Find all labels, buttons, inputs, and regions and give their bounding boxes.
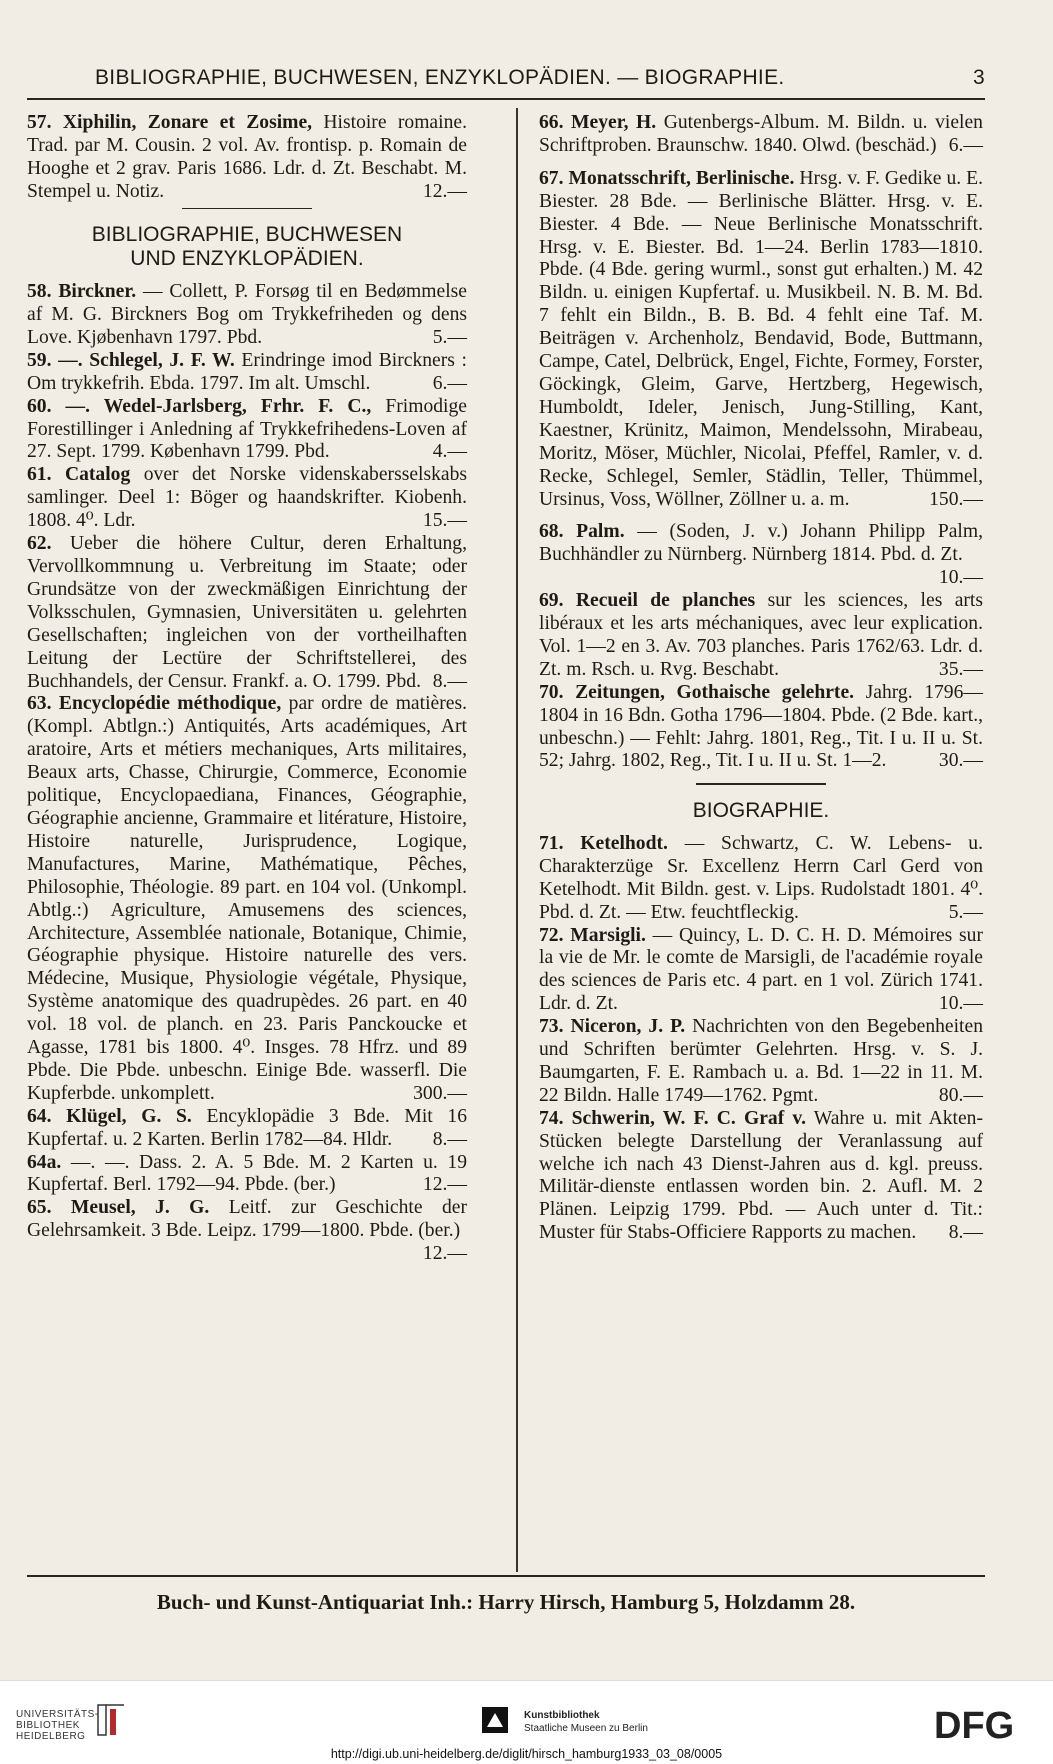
section-title-bibliographie: BIBLIOGRAPHIE, BUCHWESEN UND ENZYKLOPÄDIEN.: [91, 223, 403, 271]
section-rule: [696, 783, 826, 785]
right-column: [539, 112, 983, 1245]
catalog-entry: 59. —. Schlegel, J. F. W. Erindringe imod Birckners : Om trykkefrih. Ebda. 1797. Im alt. Umschl. 6.—: [27, 349, 467, 394]
header-title: BIBLIOGRAPHIE, BUCHWESEN, ENZYKLOPÄDIEN. — BIOGRAPHIE.: [95, 66, 785, 89]
catalog-entry: 60. —. Wedel-Jarlsberg, Frhr. F. C., Frimodige Forestillinger i Anledning af Trykkefrihedens-Loven af 27. Sept. 1799. København 1799. Pbd. 4.—: [27, 395, 467, 463]
catalog-entry: 62. Ueber die höhere Cultur, deren Erhaltung, Vervollkommnung u. Verbreitung im Staate; oder Grundsätze von der zweckmäßigen Einrichtung der Volksschulen, Gymnasien, Universitäten u. gelehrten Gesellschaften; ingleichen von der vortheilhaften Leitung der Lectüre der Schriftstellerei, des Buchhandels, der Censur. Frankf. a. O. 1799. Pbd. 8.—: [27, 533, 467, 692]
catalog-entry: 71. Ketelhodt. — Schwartz, C. W. Lebens- u. Charakterzüge Sr. Excellenz Herrn Carl Gerd von Ketelhodt. Mit Bildn. gest. v. Lips. Rudolstadt 1801. 4⁰. Pbd. d. Zt. — Etw. feuchtfleckig. 5.—: [539, 832, 983, 923]
catalog-entry: 67. Monatsschrift, Berlinische. Hrsg. v. F. Gedike u. E. Biester. 28 Bde. — Berlinische Blätter. Hrsg. v. E. Biester. 4 Bde. — Neue Berlinische Monatsschrift. Hrsg. v. E. Biester. Bd. 1—24. Berlin 1783—1810. Pbde. (4 Bde. gering wurml., sonst gut erhalten.) M. 42 Bildn. u. einigen Kupfertaf. u. Musikbeil. N. B. M. Bd. 7 fehlt ein Bildn., B. B. Bd. 4 fehlt eine Taf. M. Beiträgen v. Archenholz, Bendavid, Bode, Buttmann, Campe, Catel, Delbrück, Engel, Fichte, Formey, Forster, Göckingk, Gleim, Garve, Hertzberg, Hegewisch, Humboldt, Ideler, Jenisch, Jung-Stilling, Kant, Kaestner, Krünitz, Maimon, Mendelssohn, Mirabeau, Moritz, Möser, Müchler, Nicolai, Pfeffel, Ramler, v. d. Recke, Schlegel, Semler, Städlin, Teller, Thümmel, Ursinus, Voss, Wöllner, Zöllner u. a. m. 150.—: [539, 167, 983, 510]
page-header: [95, 66, 985, 90]
svg-text:DFG: DFG: [934, 1705, 1015, 1743]
catalog-entry: 65. Meusel, J. G. Leitf. zur Geschichte der Gelehrsamkeit. 3 Bde. Leipz. 1799—1800. Pbde. (ber.) 12.—: [27, 1197, 467, 1265]
catalog-entry: 74. Schwerin, W. F. C. Graf v. Wahre u. mit Akten-Stücken belegte Darstellung der Veranlassung auf welche ich nach 43 Dienst-Jahren aus d. kgl. preuss. Militär-dienste entlassen worden bin. 2. Aufl. M. 2 Plänen. Leipzig 1799. Pbd. — Auch unter d. Tit.: Muster für Stabs-Officiere Rapports zu machen. 8.—: [539, 1107, 984, 1244]
catalog-entry: 64. Klügel, G. S. Encyklopädie 3 Bde. Mit 16 Kupfertaf. u. 2 Karten. Berlin 1782—84. Hldr. 8.—: [27, 1105, 467, 1150]
source-url[interactable]: http://digi.ub.uni-heidelberg.de/diglit/hirsch_hamburg1933_03_08/0005: [330, 1747, 723, 1761]
ub-heidelberg-emblem-icon: [96, 1703, 126, 1737]
section-title-biographie: BIOGRAPHIE.: [692, 798, 830, 822]
dfg-logo[interactable]: [934, 1705, 1038, 1743]
catalog-entry: 69. Recueil de planches sur les sciences, les arts libéraux et les arts méchaniques, avec leur explication. Vol. 1—2 en 3. Av. 703 planches. Paris 1762/63. Ldr. d. Zt. m. Rsch. u. Rvg. Beschabt. 35.—: [539, 590, 983, 680]
catalog-entry: 63. Encyclopédie méthodique, par ordre de matières. (Kompl. Abtlgn.:) Antiquités, Arts académiques, Art aratoire, Arts et métiers mechaniques, Arts militaires, Beaux arts, Chasse, Chirurgie, Commerce, Economie politique, Encyclopaediana, Finances, Géographie, Géographie ancienne, Grammaire et litérature, Histoire, Histoire naturelle, Jurisprudence, Logique, Manufactures, Marine, Mathématique, Pêches, Philosophie, Théologie. 89 part. en 104 vol. (Unkompl. Abtlg.:) Agriculture, Amusemens des sciences, Architecture, Assemblée nationale, Botanique, Chimie, Géographie physique. Histoire naturelle des vers. Médecine, Musique, Physiologie végétale, Physique, Système anatomique des quadrupèdes. 26 part. en 40 vol. 18 vol. de planch. en 23. Paris Panckoucke et Agasse, 1781 bis 1800. 4⁰. Insges. 78 Hfrz. und 89 Pbde. Die Pbde. unbeschn. Einige Bde. wasserfl. Die Kupferbde. unkomplett. 300.—: [27, 693, 467, 1104]
kunstbibliothek-icon: [482, 1707, 508, 1733]
column-divider: [516, 108, 518, 1572]
catalog-entry: 58. Birckner. — Collett, P. Forsøg til en Bedømmelse af M. G. Birckners Bog om Trykkefriheden og dens Love. Kjøbenhavn 1797. Pbd. 5.—: [27, 281, 467, 348]
catalog-entry: 64a. —. —. Dass. 2. A. 5 Bde. M. 2 Karten u. 19 Kupfertaf. Berl. 1792—94. Pbde. (ber.) 12.—: [27, 1151, 467, 1196]
page-number: 3: [973, 66, 985, 89]
catalog-entry: 66. Meyer, H. Gutenbergs-Album. M. Bildn. u. vielen Schriftproben. Braunschw. 1840. Olwd. (beschäd.) 6.—: [539, 112, 983, 156]
catalog-entry: 61. Catalog over det Norske videnskabersselskabs samlinger. Deel 1: Böger og haandskrifter. Kiobenh. 1808. 4⁰. Ldr. 15.—: [27, 464, 467, 532]
catalog-entry: 72. Marsigli. — Quincy, L. D. C. H. D. Mémoires sur la vie de Mr. le comte de Marsigli, de l'académie royale des sciences de Paris etc. 4 part. en 1 vol. Zürich 1741. Ldr. d. Zt. 10.—: [539, 924, 983, 1015]
ub-heidelberg-logo[interactable]: UNIVERSITÄTS- BIBLIOTHEK HEIDELBERG: [16, 1709, 99, 1742]
catalog-entry: 70. Zeitungen, Gothaische gelehrte. Jahrg. 1796—1804 in 16 Bdn. Gotha 1796—1804. Pbde. (2 Bde. kart., unbeschn.) — Fehlt: Jahrg. 1801, Reg., Tit. I u. II u. St. 52; Jahrg. 1802, Reg., Tit. I u. II u. St. 1—2. 30.—: [539, 681, 983, 772]
left-column: [27, 112, 467, 1266]
footer-rule: [27, 1575, 985, 1577]
catalog-entry-57: 57. Xiphilin, Zonare et Zosime, Histoire romaine. Trad. par M. Cousin. 2 vol. Av. frontisp. p. Romain de Hooghe et 2 grav. Paris 1686. Ldr. d. Zt. Beschabt. M. Stempel u. Notiz. 12.—: [27, 112, 467, 202]
catalog-entry: 68. Palm. — (Soden, J. v.) Johann Philipp Palm, Buchhändler zu Nürnberg. Nürnberg 1814. Pbd. d. Zt. 10.—: [539, 521, 984, 589]
footer-imprint: Buch- und Kunst-Antiquariat Inh.: Harry Hirsch, Hamburg 5, Holzdamm 28.: [156, 1590, 856, 1614]
digitization-bar: [0, 1680, 1053, 1764]
header-rule: [27, 98, 985, 100]
kunstbibliothek-logo[interactable]: Kunstbibliothek Staatliche Museen zu Berlin: [524, 1710, 648, 1734]
section-rule: [182, 208, 312, 210]
catalog-entry: 73. Niceron, J. P. Nachrichten von den Begebenheiten und Schriften berümter Gelehrten. Hrsg. v. S. J. Baumgarten, F. E. Rambach u. a. Bd. 1—22 in 11. M. 22 Bildn. Halle 1749—1762. Pgmt. 80.—: [539, 1016, 983, 1106]
